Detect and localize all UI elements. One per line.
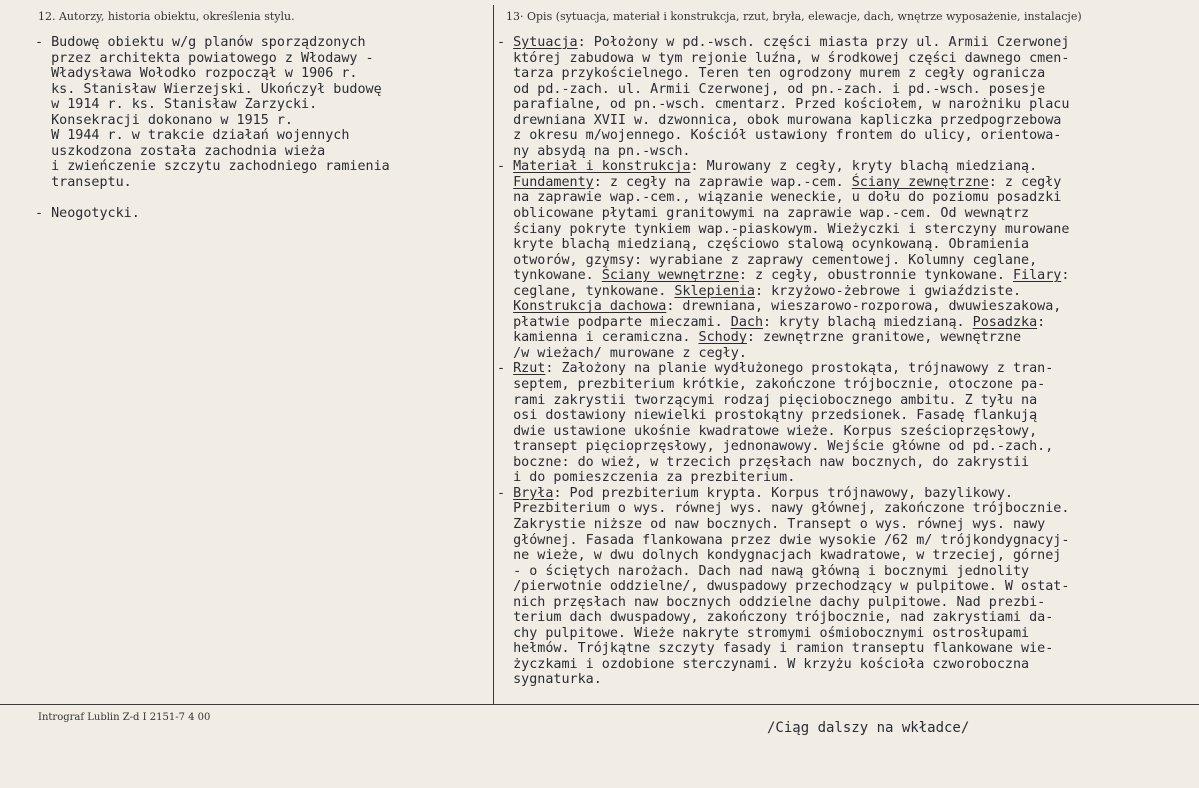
- column-divider: [493, 5, 494, 705]
- typed-line: głównej. Fasada flankowana przez dwie wysokie /62 m/ trójkondygnacyj-: [497, 532, 1070, 548]
- typed-line: Fundamenty: z cegły na zaprawie wap.-cem. Ściany zewnętrzne: z cegły: [513, 174, 1062, 190]
- typed-line: przez architekta powiatowego z Włodawy -: [35, 50, 374, 66]
- typed-line: - Bryła: Pod prezbiterium krypta. Korpus trójnawowy, bazylikowy.: [497, 485, 1013, 501]
- typed-line: kamienna i ceramiczna. Schody: zewnętrzne granitowe, wewnętrzne: [497, 330, 1022, 346]
- typed-line: ny absydą na pn.-wsch.: [497, 143, 691, 159]
- typed-line: rami zakrystii tworzącymi rodzaj pięciobocznego ambitu. Z tyłu na: [497, 392, 1038, 408]
- typed-line: ściany pokryte tynkiem wap.-piaskowym. Wieżyczki i sterczyny murowane: [497, 221, 1070, 237]
- field-label: Ściany wewnętrzne: [601, 268, 739, 284]
- field-label: Sklepienia: [674, 283, 755, 299]
- typed-line: od pd.-zach. ul. Armii Czerwonej, od pn.-zach. i pd.-wsch. posesje: [497, 81, 1046, 97]
- typed-line: Konsekracji dokonano w 1915 r.: [35, 112, 293, 128]
- typed-line: dwie ustawione ukośnie kwadratowe wieże. Korpus sześcioprzęsłowy,: [497, 423, 1038, 439]
- continuation-note: /Ciąg dalszy na wkładce/: [767, 720, 970, 736]
- typed-line: kryte blachą miedzianą, częściowo stalową ocynkowaną. Obramienia: [497, 237, 1030, 253]
- typed-line: transeptu.: [35, 174, 132, 190]
- typed-line: której zabudowa w tym rejonie luźna, w środkowej części dawnego cmen-: [497, 50, 1070, 66]
- typed-line: życzkami i ozdobione sterczynami. W krzyżu kościoła czworoboczna: [497, 656, 1030, 672]
- typed-line: - Materiał i konstrukcja: Murowany z cegły, kryty blachą miedzianą.: [497, 159, 1038, 175]
- typed-line: osi dostawiony niewielki prostokątny przedsionek. Fasadę flankują: [497, 408, 1038, 424]
- field-label: Konstrukcja dachowa: [513, 299, 667, 315]
- typed-line: transept pięcioprzęsłowy, jednonawowy. Wejście główne od pd.-zach.,: [497, 439, 1054, 455]
- typed-line: w 1914 r. ks. Stanisław Zarzycki.: [35, 97, 318, 113]
- typed-line: tynkowane. Ściany wewnętrzne: z cegły, obustronnie tynkowane. Filary:: [497, 268, 1070, 284]
- field-label: Filary: [1012, 268, 1062, 284]
- typed-line: na zaprawie wap.-cem., wiązanie weneckie, u dołu do poziomu posadzki: [497, 190, 1062, 206]
- typed-line: płatwie podparte mieczami. Dach: kryty blachą miedzianą. Posadzka:: [497, 314, 1046, 330]
- typed-line: uszkodzona została zachodnia wieża: [35, 143, 326, 159]
- typed-line: - Rzut: Założony na planie wydłużonego prostokąta, trójnawowy z tran-: [497, 361, 1054, 377]
- section-13-heading: 13· Opis (sytuacja, materiał i konstrukcja, rzut, bryła, elewacje, dach, wnętrze wyposażenie, instalacje): [506, 10, 1082, 23]
- typed-line: - o ściętych narożach. Dach nad nawą główną i bocznymi jednolity: [497, 563, 1030, 579]
- typed-line: - Neogotycki.: [35, 206, 140, 222]
- field-label: Materiał i konstrukcja: [513, 159, 691, 175]
- typed-line: Prezbiterium o wys. równej wys. nawy głównej, zakończone trójbocznie.: [497, 501, 1070, 517]
- field-label: Dach: [730, 314, 764, 330]
- typed-line: hełmów. Trójkątne szczyty fasady i ramion transeptu flankowane wie-: [497, 641, 1054, 657]
- authors-history-text: [35, 35, 390, 222]
- typed-line: chy pulpitowe. Wieże nakryte stromymi ośmiobocznymi ostrosłupami: [497, 625, 1030, 641]
- typed-line: z okresu m/wojennego. Kościół ustawiony frontem do ulicy, orientowa-: [497, 128, 1062, 144]
- typed-line: /w wieżach/ murowane z cegły.: [497, 345, 747, 361]
- field-label: Fundamenty: [513, 174, 594, 190]
- typed-line: sygnaturka.: [497, 672, 602, 688]
- typed-line: drewniana XVII w. dzwonnica, obok murowana kapliczka przedpogrzebowa: [497, 112, 1062, 128]
- footer-divider: [0, 704, 1199, 705]
- typed-line: W 1944 r. w trakcie działań wojennych: [35, 128, 350, 144]
- typed-line: otworów, gzymsy: wyrabiane z zaprawy cementowej. Kolumny ceglane,: [497, 252, 1038, 268]
- typed-line: nich przęsłach naw bocznych oddzielne dachy pulpitowe. Nad prezbi-: [497, 594, 1046, 610]
- typed-line: Zakrystie niższe od naw bocznych. Transept o wys. równej wys. nawy: [497, 516, 1046, 532]
- typed-line: - Sytuacja: Położony w pd.-wsch. części miasta przy ul. Armii Czerwonej: [497, 35, 1070, 50]
- typed-line: boczne: do wież, w trzecich przęsłach naw bocznych, do zakrystii: [497, 454, 1030, 470]
- field-label: Sytuacja: [513, 35, 578, 50]
- typed-line: tarza przykościelnego. Teren ten ogrodzony murem z cegły ogranicza: [497, 66, 1046, 82]
- typed-line: oblicowane płytami granitowymi na zaprawie wap.-cem. Od wewnątrz: [497, 206, 1030, 222]
- description-text: [497, 35, 1069, 688]
- printer-imprint: Intrograf Lublin Z-d I 2151-7 4 00: [38, 712, 211, 723]
- typed-line: septem, prezbiterium krótkie, zakończone trójbocznie, otoczone pa-: [497, 377, 1046, 393]
- typed-line: Władysława Wołodko rozpoczął w 1906 r.: [35, 66, 358, 82]
- section-12-heading: 12. Autorzy, historia obiektu, określenia stylu.: [38, 10, 295, 23]
- typed-line: ceglane, tynkowane. Sklepienia: krzyżowo-żebrowe i gwiaździste.: [497, 283, 1022, 299]
- typed-line: i do pomieszczenia za prezbiterium.: [497, 470, 796, 486]
- typed-line: i zwieńczenie szczytu zachodniego ramienia: [35, 159, 390, 175]
- field-label: Schody: [698, 330, 747, 346]
- typed-line: /pierwotnie oddzielne/, dwuspadowy przechodzący w pulpitowe. W ostat-: [497, 579, 1070, 595]
- field-label: Ściany zewnętrzne: [851, 174, 989, 190]
- typed-line: parafialne, od pn.-wsch. cmentarz. Przed kościołem, w narożniku placu: [497, 97, 1070, 113]
- field-label: Bryła: [513, 485, 554, 501]
- typed-line: ne wieże, w dwu dolnych kondygnacjach kwadratowe, w trzeciej, górnej: [497, 548, 1062, 564]
- typed-line: Konstrukcja dachowa: drewniana, wieszarowo-rozporowa, dwuwieszakowa,: [513, 299, 1062, 315]
- field-label: Rzut: [513, 361, 546, 377]
- typed-line: [35, 190, 390, 206]
- field-label: Posadzka: [972, 314, 1038, 330]
- typed-line: terium dach dwuspadowy, zakończony trójbocznie, nad zakrystiami da-: [497, 610, 1054, 626]
- typed-line: - Budowę obiektu w/g planów sporządzonych: [35, 35, 366, 50]
- typed-line: ks. Stanisław Wierzejski. Ukończył budowę: [35, 81, 382, 97]
